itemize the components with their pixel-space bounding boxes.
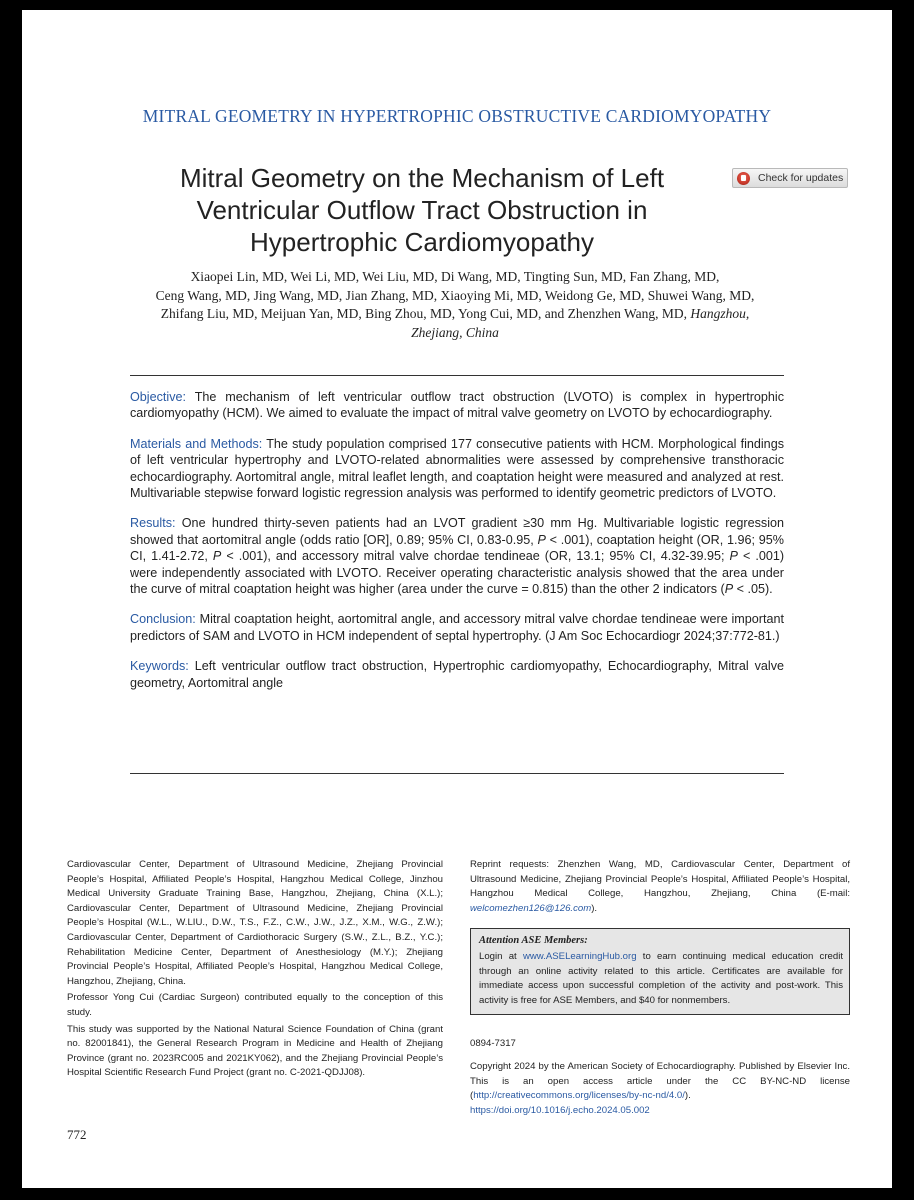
author-place: Hangzhou, [690,306,750,322]
ase-learning-hub-link[interactable]: www.ASELearningHub.org [522,950,637,962]
footnote-affiliations [67,858,443,1083]
section-label: Results: [130,516,176,531]
author-list [120,268,790,342]
ase-box-title: Attention ASE Members: [479,935,588,947]
bookmark-icon [737,172,750,185]
abstract-results: Results: One hundred thirty-seven patients had an LVOT gradient ≥30 mm Hg. Multivariable logistic regression showed that aortomitral angle (odds ratio [OR], 0.89; 95% CI, 0.83-0.95, P < .001), coaptation height (OR, 1.96; 95% CI, 1.41-2.72, P < .001), and accessory mitral valve chordae tendineae (OR, 13.1; 95% CI, 4.32-39.95; P < .001) were independently associated with LVOTO. Receiver operating characteristic analysis showed that the area under the curve of mitral coaptation height was higher (area under the curve = 0.815) than the other 2 indicators (P < .05). [130,516,785,597]
doi-link[interactable]: https://doi.org/10.1016/j.echo.2024.05.002 [470,1104,650,1116]
author-line: Ceng Wang, MD, Jing Wang, MD, Jian Zhang, MD, Xiaoying Mi, MD, Weidong Ge, MD, Shuwei Wang, MD, [155,287,755,303]
section-label: Keywords: [130,659,189,674]
page-number: 772 [67,1127,87,1142]
abstract-conclusion: Conclusion: Mitral coaptation height, aortomitral angle, and accessory mitral valve chordae tendineae were important predictors of SAM and LVOTO in HCM independent of septal hypertrophy. (J Am Soc Echocardiogr 2024;37:772-81.) [130,612,784,643]
email-link[interactable]: welcomezhen126@126.com [470,902,592,914]
abstract [130,375,784,774]
check-for-updates-button[interactable] [732,168,848,188]
copyright-notice: Copyright 2024 by the American Society of Echocardiography. Published by Elsevier Inc. This is an open access article under the CC BY-NC-ND license (http://creativecommons.org/licenses/by-nc-nd/4.0/). [470,1060,850,1102]
check-for-updates-label: Check for updates [758,172,844,184]
author-line: Xiaopei Lin, MD, Wei Li, MD, Wei Liu, MD, Di Wang, MD, Tingting Sun, MD, Fan Zhang, MD, [190,269,720,284]
section-label: Objective: [130,390,186,404]
funding-note: This study was supported by the National Natural Science Foundation of China (grant no. 82001841), the General Research Program in Medicine and Health of Zhejiang Province (grant no. 2023RC005 and 2021KY062), and the Zhejiang Provincial People’s Hospital Scientific Research Fund Project (grant no. C-2021-QDJJ08). [67,1023,443,1079]
section-label: Materials and Methods: [130,436,263,451]
section-label: Conclusion: [130,612,196,627]
abstract-keywords: Keywords: Left ventricular outflow tract obstruction, Hypertrophic cardiomyopathy, Echocardiography, Mitral valve geometry, Aortomitral angle [130,659,784,690]
author-line: Zhifang Liu, MD, Meijuan Yan, MD, Bing Zhou, MD, Yong Cui, MD, and Zhenzhen Wang, MD, Hangzhou, [160,306,750,322]
issn: 0894-7317 [470,1038,516,1050]
title-line: Ventricular Outflow Tract Obstruction in [196,195,648,225]
ase-members-box: Attention ASE Members: Login at www.ASELearningHub.org to earn continuing medical education credit through an online activity related to this article. Certificates are available for immediate access upon successful completion of the activity and post-work. This activity is free for ASE Members, and $40 for nonmembers. [470,928,850,1015]
affiliations: Cardiovascular Center, Department of Ultrasound Medicine, Zhejiang Provincial People’s Hospital, Affiliated People’s Hospital, Hangzhou Medical College, Jinzhou Medical University Graduate Training Base, Hangzhou, Zhejiang, China (X.L.); Cardiovascular Center, Department of Ultrasound Medicine, Zhejiang Provincial People’s Hospital (W.L., W.LIU., D.W., T.S., F.Z., C.W., J.W., J.Z., X.M., W.G., Z.W.); Cardiovascular Center, Department of Cardiothoracic Surgery (S.W., Z.L., B.Z., Y.C.); Rehabilitation Medicine Center, Department of Anesthesiology (M.Y.); Zhejiang Provincial People’s Hospital, Affiliated People’s Hospital, Hangzhou Medical College, Hangzhou, Zhejiang, China. [67,859,443,987]
article-page [22,10,892,1188]
abstract-methods: Materials and Methods: The study population comprised 177 consecutive patients with HCM. Morphological findings of left ventricular hypertrophy and LVOTO-related abnormalities were assessed by comprehensive transthoracic echocardiography. Aortomitral angle, mitral leaflet length, and coaptation height were measured and analyzed at rest. Multivariable stepwise forward logistic regression analysis was performed to identify geometric predictors of LVOTO. [130,436,784,501]
title-line: Hypertrophic Cardiomyopathy [250,227,594,257]
footnote-right [470,858,850,1118]
article-title [152,162,692,258]
reprint-requests: Reprint requests: Zhenzhen Wang, MD, Cardiovascular Center, Department of Ultrasound Medicine, Zhejiang Provincial People’s Hospital, Affiliated People’s Hospital, Hangzhou Medical College, Hangzhou, Zhejiang, China (E-mail: welcomezhen126@126.com). [470,859,850,914]
abstract-objective: Objective: The mechanism of left ventricular outflow tract obstruction (LVOTO) is complex in hypertrophic cardiomyopathy (HCM). We aimed to evaluate the impact of mitral valve geometry on LVOTO by echocardiography. [130,390,784,421]
contribution-note: Professor Yong Cui (Cardiac Surgeon) contributed equally to the conception of this study. [67,992,443,1018]
title-line: Mitral Geometry on the Mechanism of Left [179,163,665,193]
running-head: MITRAL GEOMETRY IN HYPERTROPHIC OBSTRUCTIVE CARDIOMYOPATHY [142,106,772,126]
license-link[interactable]: http://creativecommons.org/licenses/by-nc-nd/4.0/ [473,1090,685,1102]
author-place: Zhejiang, China [411,324,499,340]
